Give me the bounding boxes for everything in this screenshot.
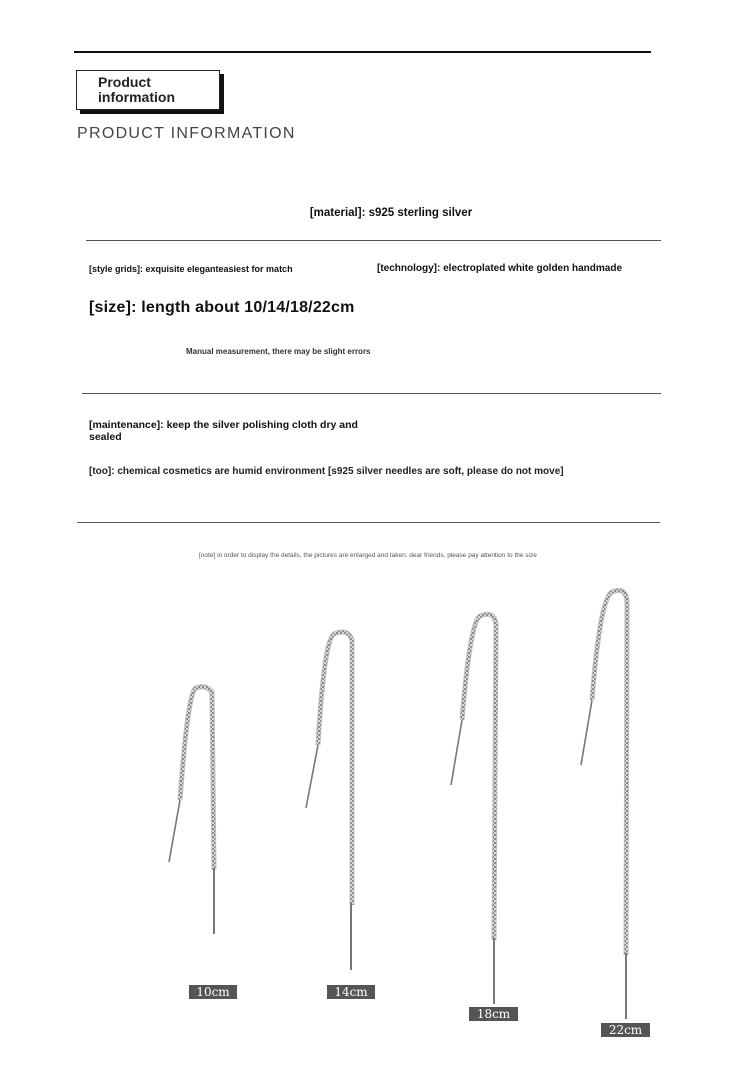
badge-line-1: Product bbox=[98, 74, 151, 90]
material-spec: [material]: s925 sterling silver bbox=[309, 207, 473, 219]
earring-14cm bbox=[306, 632, 352, 970]
size-label-14cm: 14cm bbox=[327, 985, 375, 999]
technology-spec: [technology]: electroplated white golden handmade bbox=[377, 263, 623, 274]
style-grids-spec: [style grids]: exquisite eleganteasiest for match bbox=[89, 264, 293, 274]
earring-10cm bbox=[169, 687, 214, 934]
size-label-10cm: 10cm bbox=[189, 985, 237, 999]
size-spec: [size]: length about 10/14/18/22cm bbox=[89, 299, 355, 316]
section-subtitle: PRODUCT INFORMATION bbox=[77, 125, 296, 142]
manual-measurement-note: Manual measurement, there may be slight errors bbox=[186, 347, 371, 356]
badge-line-2: information bbox=[98, 89, 175, 105]
maintenance-spec: [maintenance]: keep the silver polishing cloth dry and sealed bbox=[89, 419, 358, 443]
caution-spec: [too]: chemical cosmetics are humid environment [s925 silver needles are soft, please do not move] bbox=[89, 466, 564, 477]
size-label-18cm: 18cm bbox=[469, 1007, 518, 1021]
earring-18cm bbox=[451, 614, 496, 1004]
display-note: [note] in order to display the details, the pictures are enlarged and taken. dear friends, please pay attention to the size bbox=[199, 552, 537, 559]
size-label-22cm: 22cm bbox=[601, 1023, 650, 1037]
earring-22cm bbox=[581, 590, 627, 1019]
